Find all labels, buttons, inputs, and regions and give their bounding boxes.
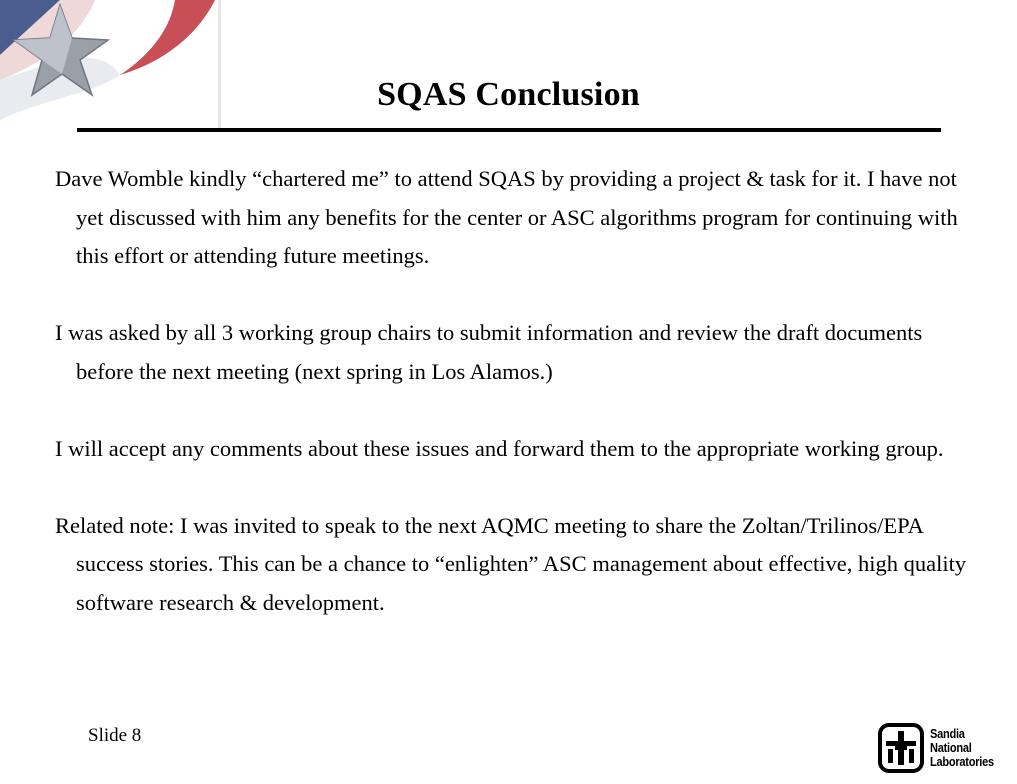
paragraph-1: Dave Womble kindly “chartered me” to attend SQAS by providing a project & task for it. I have not yet discussed with him any benefits for the center or ASC algorithms program for continuing with this effort or attending future meetings. (55, 166, 958, 268)
title-divider (77, 128, 941, 132)
slide-title: SQAS Conclusion (377, 76, 640, 113)
sandia-logo (878, 720, 1006, 776)
paragraph-4: Related note: I was invited to speak to the next AQMC meeting to share the Zoltan/Trilinos/EPA success stories. This can be a chance to “enlighten” ASC management about effective, high quality software research & development. (55, 512, 967, 615)
slide-number: Slide 8 (88, 725, 142, 746)
paragraph-2: I was asked by all 3 working group chairs to submit information and review the draft documents before the next meeting (next spring in Los Alamos.) (55, 320, 923, 384)
slide-body (55, 160, 985, 622)
sandia-thunderbird-icon (878, 723, 924, 773)
logo-text (930, 727, 994, 769)
logo-line-1: Sandia (930, 726, 965, 741)
paragraph-3: I will accept any comments about these issues and forward them to the appropriate working group. (55, 435, 944, 461)
logo-line-2: National (930, 740, 972, 755)
logo-line-3: Laboratories (930, 754, 994, 769)
